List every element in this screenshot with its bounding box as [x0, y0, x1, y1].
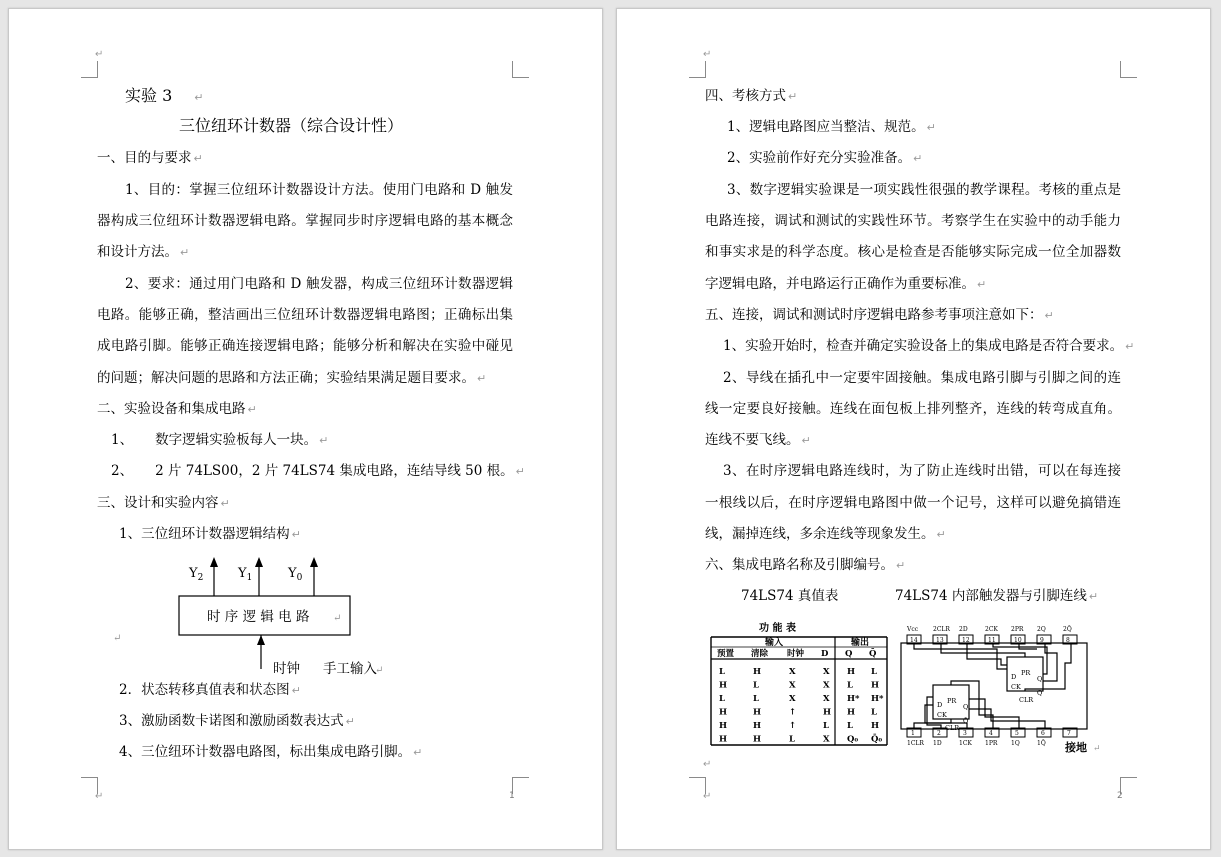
paragraph-line: 线，漏掉连线，多余连线等现象发生。 ↵ — [705, 526, 946, 542]
truth-table-cell: X — [789, 667, 796, 677]
pin-number: 2 — [937, 730, 941, 737]
pin-number: 12 — [962, 637, 970, 644]
ff-pin-label: Q̄ — [963, 717, 969, 725]
truth-table-cell: L — [753, 694, 759, 704]
paragraph-line: 2、导线在插孔中一定要牢固接触。集成电路引脚与引脚之间的连 — [723, 370, 1121, 386]
manual-input-label: 手工输入 — [323, 661, 377, 677]
arrow-up-icon — [210, 557, 218, 567]
ff-pin-label: PR — [1021, 669, 1031, 677]
pin-label: Vcc — [907, 626, 919, 633]
pin-label: 1CLR — [907, 740, 924, 747]
truth-table-cell: ↑ — [789, 707, 797, 718]
section-heading: 四、考核方式 ↵ — [705, 88, 798, 104]
pin-label: 2D — [959, 626, 968, 633]
section-heading: 二、实验设备和集成电路 ↵ — [97, 401, 257, 417]
lab-main-title: 三位纽环计数器（综合设计性） — [179, 116, 404, 135]
pin-number: 1 — [911, 730, 915, 737]
ff-pin-label: Q — [1037, 675, 1043, 683]
truth-table-cell: X — [823, 734, 830, 745]
truth-table-cell: L — [871, 667, 877, 677]
truth-table-cell: H — [753, 721, 762, 731]
paragraph-line: 一根线以后，在时序逻辑电路图中做一个记号，这样可以避免搞错连 — [705, 495, 1121, 511]
ff-pin-label: D — [937, 701, 943, 709]
page-number: 1 — [509, 791, 515, 801]
truth-table-cell: L — [753, 680, 759, 691]
truth-table-cell: H — [753, 707, 762, 718]
truth-table-cell: L — [871, 707, 877, 718]
paragraph-line: 连线不要飞线。 ↵ — [705, 432, 811, 448]
pin-label: 2Q — [1037, 626, 1046, 633]
ff-pin-label: CK — [937, 711, 947, 719]
pin-label: 1Q̄ — [1037, 740, 1046, 747]
list-item: 1、 数字逻辑实验板每人一块。 ↵ — [111, 432, 329, 448]
list-item: 3、激励函数卡诺图和激励函数表达式 ↵ — [119, 713, 355, 729]
output-y1-label: $Y_1$ — [238, 566, 253, 583]
pin-number: 14 — [910, 637, 918, 644]
truth-table-header: 清除 — [751, 649, 769, 659]
ff-pin-label: CK — [1011, 683, 1021, 691]
pin-label: 1PR — [985, 740, 998, 747]
pin-label: 2CK — [985, 626, 998, 633]
ff-pin-label: Q̄ — [1037, 689, 1043, 697]
pin-number: 3 — [963, 730, 967, 737]
truth-table-cell: L — [719, 694, 725, 704]
paragraph-mark: ↵ — [703, 791, 712, 802]
truth-table-cell: L — [823, 721, 829, 731]
paragraph-line: 3、在时序逻辑电路连线时，为了防止连线时出错，可以在每连接 — [723, 463, 1121, 479]
list-item: 1、实验开始时，检查并确定实验设备上的集成电路是否符合要求。 ↵ — [723, 338, 1135, 354]
truth-table-header: Q̄ — [869, 649, 877, 659]
truth-table-cell: L — [847, 680, 853, 691]
truth-table-figure — [709, 619, 889, 747]
logic-structure-diagram — [105, 549, 425, 679]
pin-number: 10 — [1014, 637, 1022, 644]
list-item: 2．状态转移真值表和状态图 ↵ — [119, 682, 301, 698]
truth-table-cell: H* — [871, 694, 884, 704]
pin-number: 7 — [1067, 730, 1071, 737]
svg-text:↵: ↵ — [333, 613, 342, 624]
paragraph-mark: ↵ — [703, 49, 712, 60]
arrow-up-icon — [255, 557, 263, 567]
list-item: 1、逻辑电路图应当整洁、规范。 ↵ — [727, 119, 936, 135]
ff-pin-label: CLR — [945, 724, 960, 732]
truth-table-cell: Q̄₀ — [871, 734, 883, 745]
ff-pin-label: PR — [947, 697, 957, 705]
truth-table-title: 功 能 表 — [759, 623, 796, 634]
ff-pin-label: Q — [963, 703, 969, 711]
truth-table-cell: H — [871, 721, 880, 731]
paragraph-line: 和设计方法。 ↵ — [97, 244, 190, 260]
truth-table-cell: H — [823, 707, 832, 718]
pin-number: 5 — [1015, 730, 1019, 737]
truth-table-header: 时钟 — [787, 649, 805, 659]
document-page-2 — [616, 8, 1211, 850]
paragraph-line: 线一定要良好接触。连线在面包板上排列整齐，连线的转弯成直角。 — [705, 401, 1121, 417]
truth-table-header: Q — [845, 649, 853, 659]
truth-table-cell: L — [789, 734, 795, 745]
paragraph-line: 字逻辑电路，并电路运行正确作为重要标准。 ↵ — [705, 276, 987, 292]
paragraph-mark: ↵ — [95, 791, 104, 802]
truth-table-cell: ↑ — [789, 721, 797, 731]
section-heading: 五、连接，调试和测试时序逻辑电路参考事项注意如下： ↵ — [705, 307, 1054, 323]
section-heading: 三、设计和实验内容 ↵ — [97, 495, 230, 511]
pin-number: 6 — [1041, 730, 1045, 737]
list-item: 1、三位纽环计数器逻辑结构 ↵ — [119, 526, 301, 542]
truth-table-inputs: 输入 — [765, 638, 784, 648]
arrow-up-icon — [257, 635, 265, 645]
paragraph-line: 1、目的：掌握三位纽环计数器设计方法。使用门电路和 D 触发 — [125, 182, 513, 198]
paragraph-line: 电路。能够正确，整洁画出三位纽环计数器逻辑电路图；正确标出集 — [97, 307, 513, 323]
ff-pin-label: D — [1011, 673, 1017, 681]
truth-table-cell: Q₀ — [847, 734, 859, 745]
crop-mark-top-left — [81, 61, 98, 78]
paragraph-line: 和事实求是的科学态度。核心是检查是否能够实际完成一位全加器数 — [705, 244, 1121, 260]
paragraph-mark: ↵ — [703, 759, 712, 770]
pin-number: 4 — [989, 730, 993, 737]
lab-title: 实验 3 ↵ — [125, 86, 204, 105]
crop-mark-top-left — [689, 61, 706, 78]
truth-table-cell: H — [871, 680, 880, 691]
svg-text:↵: ↵ — [375, 665, 384, 676]
truth-table-cell: X — [789, 680, 796, 691]
pin-label: 2PR — [1011, 626, 1024, 633]
truth-table-cell: H — [719, 721, 728, 731]
section-heading: 一、目的与要求 ↵ — [97, 150, 203, 166]
paragraph-line: 3、数字逻辑实验课是一项实践性很强的教学课程。考核的重点是 — [727, 182, 1121, 198]
ground-label: 接地 — [1065, 741, 1087, 754]
pin-label: 1D — [933, 740, 942, 747]
crop-mark-top-right — [1120, 61, 1137, 78]
svg-text:↵: ↵ — [113, 633, 122, 644]
truth-table-cell: L — [847, 721, 853, 731]
output-y2-label: $Y_2$ — [189, 566, 204, 583]
pin-number: 8 — [1066, 637, 1070, 644]
truth-table-cell: H — [719, 680, 728, 691]
paragraph-mark: ↵ — [95, 49, 104, 60]
paragraph-line: 2、要求：通过用门电路和 D 触发器，构成三位纽环计数器逻辑 — [125, 276, 513, 292]
truth-table-cell: H — [719, 707, 728, 718]
truth-table-cell: H — [847, 707, 856, 718]
crop-mark-top-right — [512, 61, 529, 78]
pin-label: 1CK — [959, 740, 972, 747]
pin-number: 11 — [988, 637, 996, 644]
truth-table-cell: H* — [847, 694, 860, 704]
truth-table-cell: H — [753, 667, 762, 677]
pin-number: 13 — [936, 637, 944, 644]
section-heading: 六、集成电路名称及引脚编号。 ↵ — [705, 557, 906, 573]
paragraph-line: 器构成三位纽环计数器逻辑电路。掌握同步时序逻辑电路的基本概念 — [97, 213, 513, 229]
pin-label: 1Q — [1011, 740, 1020, 747]
figure-caption-truth-table: 74LS74 真值表 — [741, 588, 839, 604]
paragraph-line: 成电路引脚。能够正确连接逻辑电路；能够分析和解决在实验中碰见 — [97, 338, 513, 354]
box-label: 时 序 逻 辑 电 路 — [207, 609, 310, 625]
paragraph-line: 电路连接，调试和测试的实践性环节。考察学生在实验中的动手能力 — [705, 213, 1121, 229]
list-item: 4、三位纽环计数器电路图，标出集成电路引脚。 ↵ — [119, 744, 423, 760]
truth-table-cell: X — [823, 680, 830, 691]
truth-table-outputs: 输出 — [851, 638, 870, 648]
list-item: 2、实验前作好充分实验准备。 ↵ — [727, 150, 923, 166]
truth-table-cell: X — [789, 694, 796, 704]
document-page-1 — [8, 8, 603, 850]
pin-number: 9 — [1040, 637, 1044, 644]
truth-table-header: 预置 — [717, 649, 735, 659]
pin-label: 2CLR — [933, 626, 950, 633]
truth-table-cell: X — [823, 694, 830, 704]
svg-text:↵: ↵ — [1093, 744, 1101, 754]
page-number: 2 — [1117, 791, 1123, 801]
ff-pin-label: CLR — [1019, 696, 1034, 704]
truth-table-cell: H — [847, 667, 856, 677]
paragraph-line: 的问题；解决问题的思路和方法正确；实验结果满足题目要求。 ↵ — [97, 370, 487, 386]
clock-label: 时钟 — [273, 661, 300, 677]
figure-caption-pinout: 74LS74 内部触发器与引脚连线 ↵ — [895, 588, 1099, 604]
arrow-up-icon — [310, 557, 318, 567]
truth-table-header: D — [821, 649, 829, 659]
ic-body — [901, 643, 1087, 729]
pin-label: 2Q̄ — [1063, 626, 1072, 633]
truth-table-cell: H — [719, 734, 728, 745]
truth-table-cell: X — [823, 667, 830, 677]
truth-table-cell: L — [719, 667, 725, 677]
list-item: 2、 2 片 74LS00，2 片 74LS74 集成电路，连结导线 50 根。 ↵ — [111, 463, 525, 479]
pinout-figure — [897, 619, 1107, 754]
truth-table-cell: H — [753, 734, 762, 745]
output-y0-label: $Y_0$ — [288, 566, 303, 583]
